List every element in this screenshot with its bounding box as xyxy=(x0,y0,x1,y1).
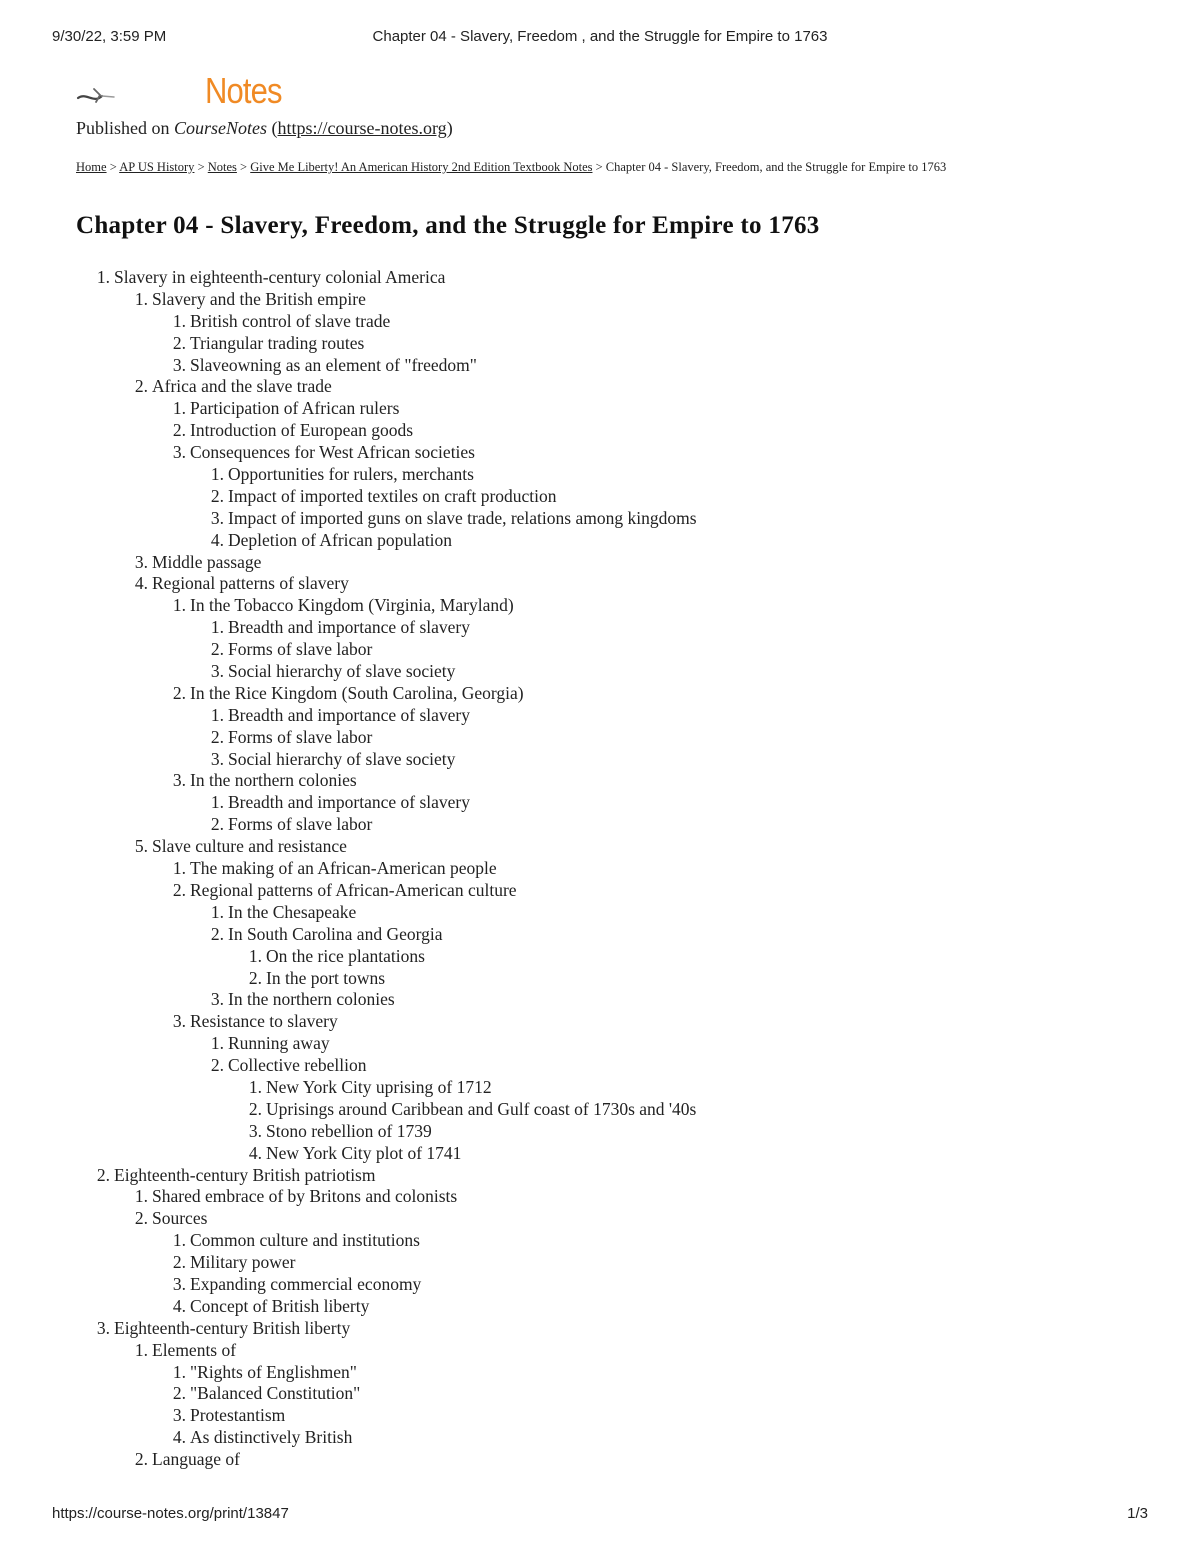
outline-item-text: Common culture and institutions xyxy=(190,1230,420,1251)
outline-item xyxy=(0,355,1000,377)
outline-item-number: 1. xyxy=(248,945,262,966)
outline-item-number: 2. xyxy=(210,923,224,944)
print-header xyxy=(52,28,1148,48)
outline-item xyxy=(0,552,1000,574)
outline-item-text: Elements of xyxy=(152,1339,237,1360)
outline-item-number: 3. xyxy=(172,1273,186,1294)
outline-item xyxy=(0,1143,1000,1165)
outline-item xyxy=(0,1383,1000,1405)
outline-item-number: 1. xyxy=(210,704,224,725)
outline-item-number: 1. xyxy=(172,1361,186,1382)
outline-item-number: 3. xyxy=(210,661,224,682)
outline-item xyxy=(0,617,1000,639)
outline-item xyxy=(0,1186,1000,1208)
outline-item-text: Forms of slave labor xyxy=(228,726,373,747)
outline-item xyxy=(0,573,1000,595)
print-datetime: 9/30/22, 3:59 PM xyxy=(52,28,167,45)
outline-item xyxy=(0,1340,1000,1362)
outline-item-number: 4. xyxy=(172,1295,186,1316)
outline-item-text: Impact of imported textiles on craft production xyxy=(228,485,557,506)
outline-item-number: 3. xyxy=(172,1011,186,1032)
outline-item xyxy=(0,1427,1000,1449)
outline-item xyxy=(0,836,1000,858)
outline-item xyxy=(0,1208,1000,1230)
outline-item-number: 2. xyxy=(134,1208,148,1229)
breadcrumb-separator: > xyxy=(106,160,120,174)
breadcrumb-separator: > xyxy=(194,160,208,174)
outline-item-number: 1. xyxy=(210,617,224,638)
breadcrumb-separator: > xyxy=(592,160,606,174)
print-url: https://course-notes.org/print/13847 xyxy=(52,1505,289,1522)
outline-item-number: 1. xyxy=(210,901,224,922)
outline-item-text: Breadth and importance of slavery xyxy=(228,704,470,725)
outline-item-text: Expanding commercial economy xyxy=(190,1273,422,1294)
outline-item xyxy=(0,398,1000,420)
site-url-link[interactable]: https://course-notes.org xyxy=(277,118,447,138)
outline-item-number: 3. xyxy=(210,989,224,1010)
outline-item-number: 2. xyxy=(210,1055,224,1076)
outline-item-number: 4. xyxy=(248,1142,262,1163)
outline-item xyxy=(0,814,1000,836)
outline-item-text: Middle passage xyxy=(152,551,262,572)
outline-item-number: 2. xyxy=(172,682,186,703)
outline-item xyxy=(0,880,1000,902)
outline-item-text: Impact of imported guns on slave trade, relations among kingdoms xyxy=(228,507,697,528)
outline-item-number: 1. xyxy=(210,792,224,813)
outline-item-number: 2. xyxy=(172,420,186,441)
outline-item xyxy=(0,420,1000,442)
outline-item-number: 1. xyxy=(134,1339,148,1360)
outline-item xyxy=(0,661,1000,683)
print-footer xyxy=(52,1505,1148,1525)
site-logo[interactable] xyxy=(76,72,296,116)
open-paren: ( xyxy=(267,118,278,138)
outline-item-text: Slave culture and resistance xyxy=(152,836,347,857)
outline-item xyxy=(0,486,1000,508)
outline-item-number: 2. xyxy=(96,1164,110,1185)
outline-item-number: 2. xyxy=(248,1098,262,1119)
outline-item-text: Regional patterns of slavery xyxy=(152,573,349,594)
outline-item-text: On the rice plantations xyxy=(266,945,425,966)
outline-item-text: Social hierarchy of slave society xyxy=(228,748,456,769)
outline-item xyxy=(0,639,1000,661)
outline-item-text: Protestantism xyxy=(190,1405,286,1426)
outline-item xyxy=(0,968,1000,990)
outline-item-number: 1. xyxy=(172,398,186,419)
outline-item xyxy=(0,267,1000,289)
outline-item xyxy=(0,464,1000,486)
outline-item-number: 2. xyxy=(210,726,224,747)
outline-item xyxy=(0,902,1000,924)
outline-item-number: 2. xyxy=(172,1252,186,1273)
outline-item-number: 2. xyxy=(172,332,186,353)
breadcrumb-separator: > xyxy=(236,160,251,174)
outline-item-number: 3. xyxy=(134,551,148,572)
outline-item-number: 1. xyxy=(134,1186,148,1207)
outline-item xyxy=(0,770,1000,792)
outline-item xyxy=(0,376,1000,398)
outline-item-number: 4. xyxy=(210,529,224,550)
outline-item-number: 1. xyxy=(172,858,186,879)
outline-item-text: Concept of British liberty xyxy=(190,1295,370,1316)
site-name: CourseNotes xyxy=(174,118,268,138)
outline-item-text: "Balanced Constitution" xyxy=(190,1383,361,1404)
outline-item-number: 3. xyxy=(172,442,186,463)
outline-item-number: 1. xyxy=(134,288,148,309)
outline-item xyxy=(0,508,1000,530)
outline-item xyxy=(0,792,1000,814)
outline-item-number: 1. xyxy=(210,1033,224,1054)
outline-item-text: Depletion of African population xyxy=(228,529,453,550)
outline-item xyxy=(0,989,1000,1011)
breadcrumb-textbook-notes[interactable]: Give Me Liberty! An American History 2nd Edition Textbook Notes xyxy=(250,160,593,174)
outline-item-number: 2. xyxy=(248,967,262,988)
outline-item-number: 3. xyxy=(172,770,186,791)
outline-item-text: Shared embrace of by Britons and colonists xyxy=(152,1186,458,1207)
published-line xyxy=(76,118,453,139)
outline-item-text: Eighteenth-century British patriotism xyxy=(114,1164,376,1185)
outline-item-text: Stono rebellion of 1739 xyxy=(266,1120,432,1141)
outline-item xyxy=(0,1165,1000,1187)
outline-item-text: In the Rice Kingdom (South Carolina, Georgia) xyxy=(190,682,524,703)
outline-item-number: 1. xyxy=(172,1230,186,1251)
outline-item-text: Eighteenth-century British liberty xyxy=(114,1317,351,1338)
outline-item xyxy=(0,727,1000,749)
breadcrumb-ap-us-history[interactable]: AP US History xyxy=(119,160,195,174)
outline-item xyxy=(0,1077,1000,1099)
outline-item xyxy=(0,1230,1000,1252)
outline-item-number: 2. xyxy=(210,639,224,660)
outline-item xyxy=(0,289,1000,311)
outline-item-text: Introduction of European goods xyxy=(190,420,414,441)
outline-item xyxy=(0,1033,1000,1055)
outline-item-text: Uprisings around Caribbean and Gulf coast of 1730s and '40s xyxy=(266,1098,697,1119)
outline-item-number: 2. xyxy=(210,814,224,835)
outline-item xyxy=(0,1274,1000,1296)
outline-item xyxy=(0,530,1000,552)
outline-item xyxy=(0,1121,1000,1143)
outline-item-number: 2. xyxy=(210,485,224,506)
outline-item-number: 2. xyxy=(172,879,186,900)
outline-item xyxy=(0,1055,1000,1077)
outline-item xyxy=(0,683,1000,705)
outline-item-number: 3. xyxy=(96,1317,110,1338)
outline-item-text: Triangular trading routes xyxy=(190,332,365,353)
outline-item xyxy=(0,946,1000,968)
outline-item xyxy=(0,1011,1000,1033)
logo-swoosh-icon xyxy=(76,82,120,110)
outline-item-text: In the Chesapeake xyxy=(228,901,357,922)
outline-item-number: 1. xyxy=(210,464,224,485)
outline-item-text: Running away xyxy=(228,1033,330,1054)
outline-item xyxy=(0,1296,1000,1318)
outline-item xyxy=(0,1318,1000,1340)
outline-item-text: As distinctively British xyxy=(190,1427,353,1448)
outline-item-text: Resistance to slavery xyxy=(190,1011,338,1032)
outline-item xyxy=(0,1449,1000,1471)
outline-item-number: 3. xyxy=(172,1405,186,1426)
chapter-outline xyxy=(0,267,1000,1471)
outline-item-number: 2. xyxy=(172,1383,186,1404)
outline-item-number: 1. xyxy=(96,267,110,287)
outline-item-text: Forms of slave labor xyxy=(228,639,373,660)
outline-item-text: In South Carolina and Georgia xyxy=(228,923,443,944)
page-title: Chapter 04 - Slavery, Freedom, and the Struggle for Empire to 1763 xyxy=(76,212,820,239)
outline-item-text: In the Tobacco Kingdom (Virginia, Maryland) xyxy=(190,595,514,616)
outline-item-number: 3. xyxy=(248,1120,262,1141)
outline-item-text: Breadth and importance of slavery xyxy=(228,617,470,638)
outline-item-text: Sources xyxy=(152,1208,208,1229)
breadcrumb-current: Chapter 04 - Slavery, Freedom, and the Struggle for Empire to 1763 xyxy=(605,160,947,174)
outline-item-text: Slavery and the British empire xyxy=(152,288,366,309)
breadcrumb-notes[interactable]: Notes xyxy=(207,160,237,174)
outline-item xyxy=(0,924,1000,946)
outline-item-text: Language of xyxy=(152,1449,240,1470)
outline-item xyxy=(0,1099,1000,1121)
outline-item-number: 3. xyxy=(210,748,224,769)
outline-item-text: The making of an African-American people xyxy=(190,858,497,879)
outline-item-text: British control of slave trade xyxy=(190,310,391,331)
outline-item-text: Forms of slave labor xyxy=(228,814,373,835)
outline-item-text: In the northern colonies xyxy=(190,770,357,791)
outline-item xyxy=(0,1405,1000,1427)
outline-item-number: 2. xyxy=(134,1449,148,1470)
outline-item-number: 4. xyxy=(172,1427,186,1448)
outline-item-text: Military power xyxy=(190,1252,296,1273)
outline-item xyxy=(0,333,1000,355)
outline-item-text: "Rights of Englishmen" xyxy=(190,1361,357,1382)
outline-item xyxy=(0,705,1000,727)
published-prefix: Published on xyxy=(76,118,175,138)
print-page-number: 1/3 xyxy=(1127,1505,1148,1522)
outline-item-text: Collective rebellion xyxy=(228,1055,367,1076)
outline-item-text: Africa and the slave trade xyxy=(152,376,332,397)
outline-item-number: 2. xyxy=(134,376,148,397)
outline-item-number: 1. xyxy=(172,595,186,616)
outline-item-text: In the northern colonies xyxy=(228,989,395,1010)
outline-item xyxy=(0,1252,1000,1274)
outline-item-text: Regional patterns of African-American culture xyxy=(190,879,517,900)
breadcrumb xyxy=(76,160,946,175)
outline-item-text: New York City plot of 1741 xyxy=(266,1142,462,1163)
outline-item-text: Slaveowning as an element of "freedom" xyxy=(190,354,477,375)
outline-item-text: Participation of African rulers xyxy=(190,398,400,419)
outline-item-text: Breadth and importance of slavery xyxy=(228,792,470,813)
outline-item-text: Social hierarchy of slave society xyxy=(228,661,456,682)
outline-item-number: 3. xyxy=(210,507,224,528)
outline-item-text: Slavery in eighteenth-century colonial America xyxy=(114,267,446,287)
outline-item-number: 5. xyxy=(134,836,148,857)
breadcrumb-home[interactable]: Home xyxy=(76,160,107,174)
outline-item-number: 1. xyxy=(248,1076,262,1097)
outline-item xyxy=(0,1362,1000,1384)
outline-item xyxy=(0,311,1000,333)
close-paren: ) xyxy=(446,118,453,138)
outline-item-text: Opportunities for rulers, merchants xyxy=(228,464,474,485)
outline-item xyxy=(0,442,1000,464)
print-page-title: Chapter 04 - Slavery, Freedom , and the Struggle for Empire to 1763 xyxy=(372,28,828,45)
outline-item xyxy=(0,595,1000,617)
outline-item-text: New York City uprising of 1712 xyxy=(266,1076,492,1097)
logo-word: Notes xyxy=(205,70,282,111)
outline-item-text: Consequences for West African societies xyxy=(190,442,475,463)
outline-item-text: In the port towns xyxy=(266,967,386,988)
outline-item-number: 4. xyxy=(134,573,148,594)
outline-item-number: 1. xyxy=(172,310,186,331)
outline-item-number: 3. xyxy=(172,354,186,375)
outline-item xyxy=(0,858,1000,880)
outline-item xyxy=(0,749,1000,771)
